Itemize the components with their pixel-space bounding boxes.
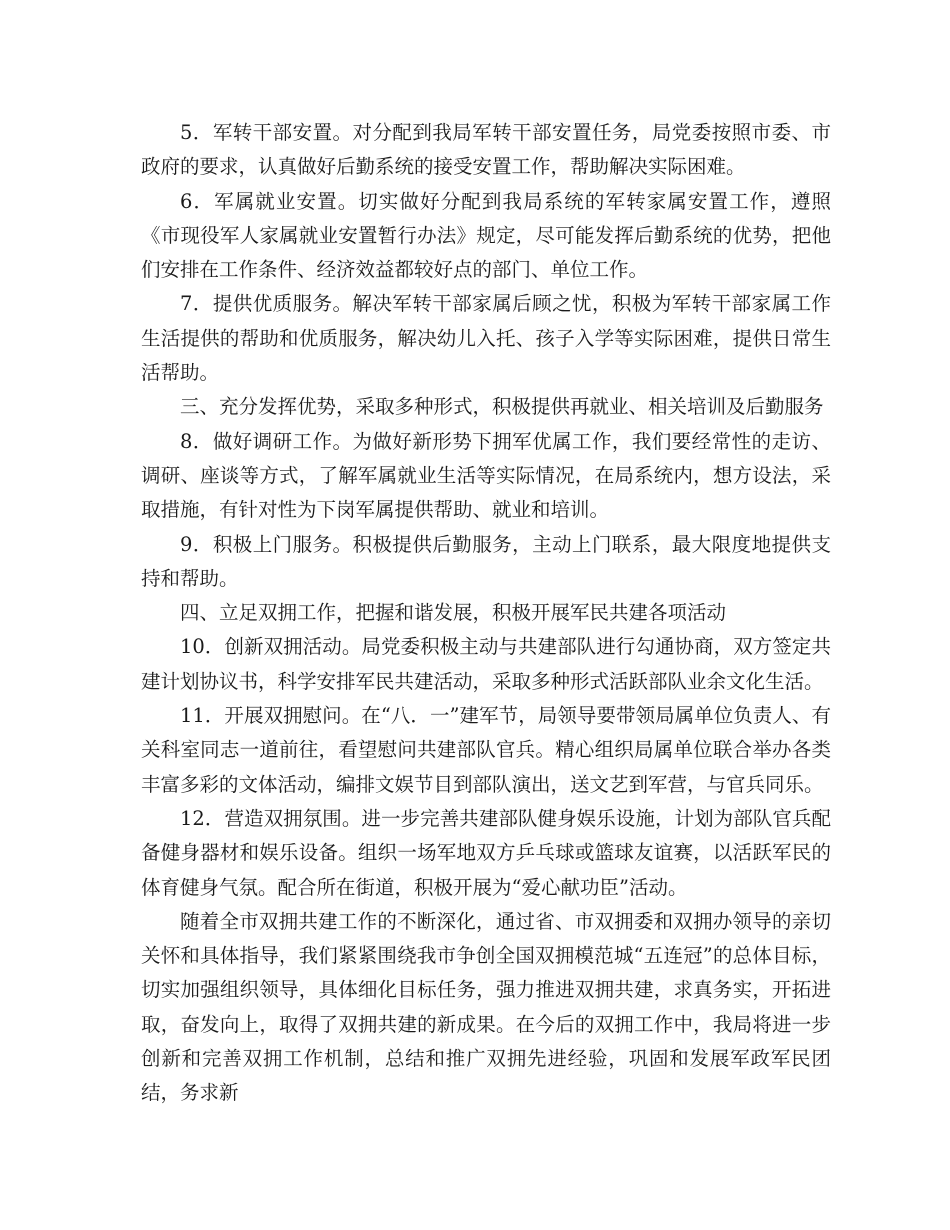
- paragraph-item-7: 7．提供优质服务。解决军转干部家属后顾之忧，积极为军转干部家属工作生活提供的帮助和优质服务，解决幼儿入托、孩子入学等实际困难，提供日常生活帮助。: [141, 292, 831, 385]
- paragraph-item-8: 8．做好调研工作。为做好新形势下拥军优属工作，我们要经常性的走访、调研、座谈等方式，了解军属就业生活等实际情况，在局系统内，想方设法，采取措施，有针对性为下岗军属提供帮助、就业和培训。: [141, 429, 831, 522]
- section-heading-three: 三、充分发挥优势，采取多种形式，积极提供再就业、相关培训及后勤服务: [180, 395, 824, 419]
- paragraph-item-10: 10．创新双拥活动。局党委积极主动与共建部队进行勾通协商，双方签定共建计划协议书，科学安排军民共建活动，采取多种形式活跃部队业余文化生活。: [141, 635, 831, 693]
- document-body: [141, 116, 831, 1111]
- paragraph-item-12: 12．营造双拥氛围。进一步完善共建部队健身娱乐设施，计划为部队官兵配备健身器材和娱乐设备。组织一场军地双方乒乓球或篮球友谊赛，以活跃军民的体育健身气氛。配合所在街道，积极开展为“爱心献功臣”活动。: [141, 806, 831, 899]
- closing-paragraph: 随着全市双拥共建工作的不断深化，通过省、市双拥委和双拥办领导的亲切关怀和具体指导，我们紧紧围绕我市争创全国双拥模范城“五连冠”的总体目标，切实加强组织领导，具体细化目标任务，强力推进双拥共建，求真务实，开拓进取，奋发向上，取得了双拥共建的新成果。在今后的双拥工作中，我局将进一步创新和完善双拥工作机制，总结和推广双拥先进经验，巩固和发展军政军民团结，务求新: [141, 909, 831, 1105]
- paragraph-item-5: 5．军转干部安置。对分配到我局军转干部安置任务，局党委按照市委、市政府的要求，认真做好后勤系统的接受安置工作，帮助解决实际困难。: [141, 121, 831, 179]
- section-heading-four: 四、立足双拥工作，把握和谐发展，积极开展军民共建各项活动: [180, 601, 727, 625]
- paragraph-item-6: 6．军属就业安置。切实做好分配到我局系统的军转家属安置工作，遵照《市现役军人家属就业安置暂行办法》规定，尽可能发挥后勤系统的优势，把他们安排在工作条件、经济效益都较好点的部门、单位工作。: [141, 189, 831, 282]
- paragraph-item-9: 9．积极上门服务。积极提供后勤服务，主动上门联系，最大限度地提供支持和帮助。: [141, 532, 831, 590]
- paragraph-item-11: 11．开展双拥慰问。在“八．一”建军节，局领导要带领局属单位负责人、有关科室同志一道前往，看望慰问共建部队官兵。精心组织局属单位联合举办各类丰富多彩的文体活动，编排文娱节目到部队演出，送文艺到军营，与官兵同乐。: [141, 704, 831, 796]
